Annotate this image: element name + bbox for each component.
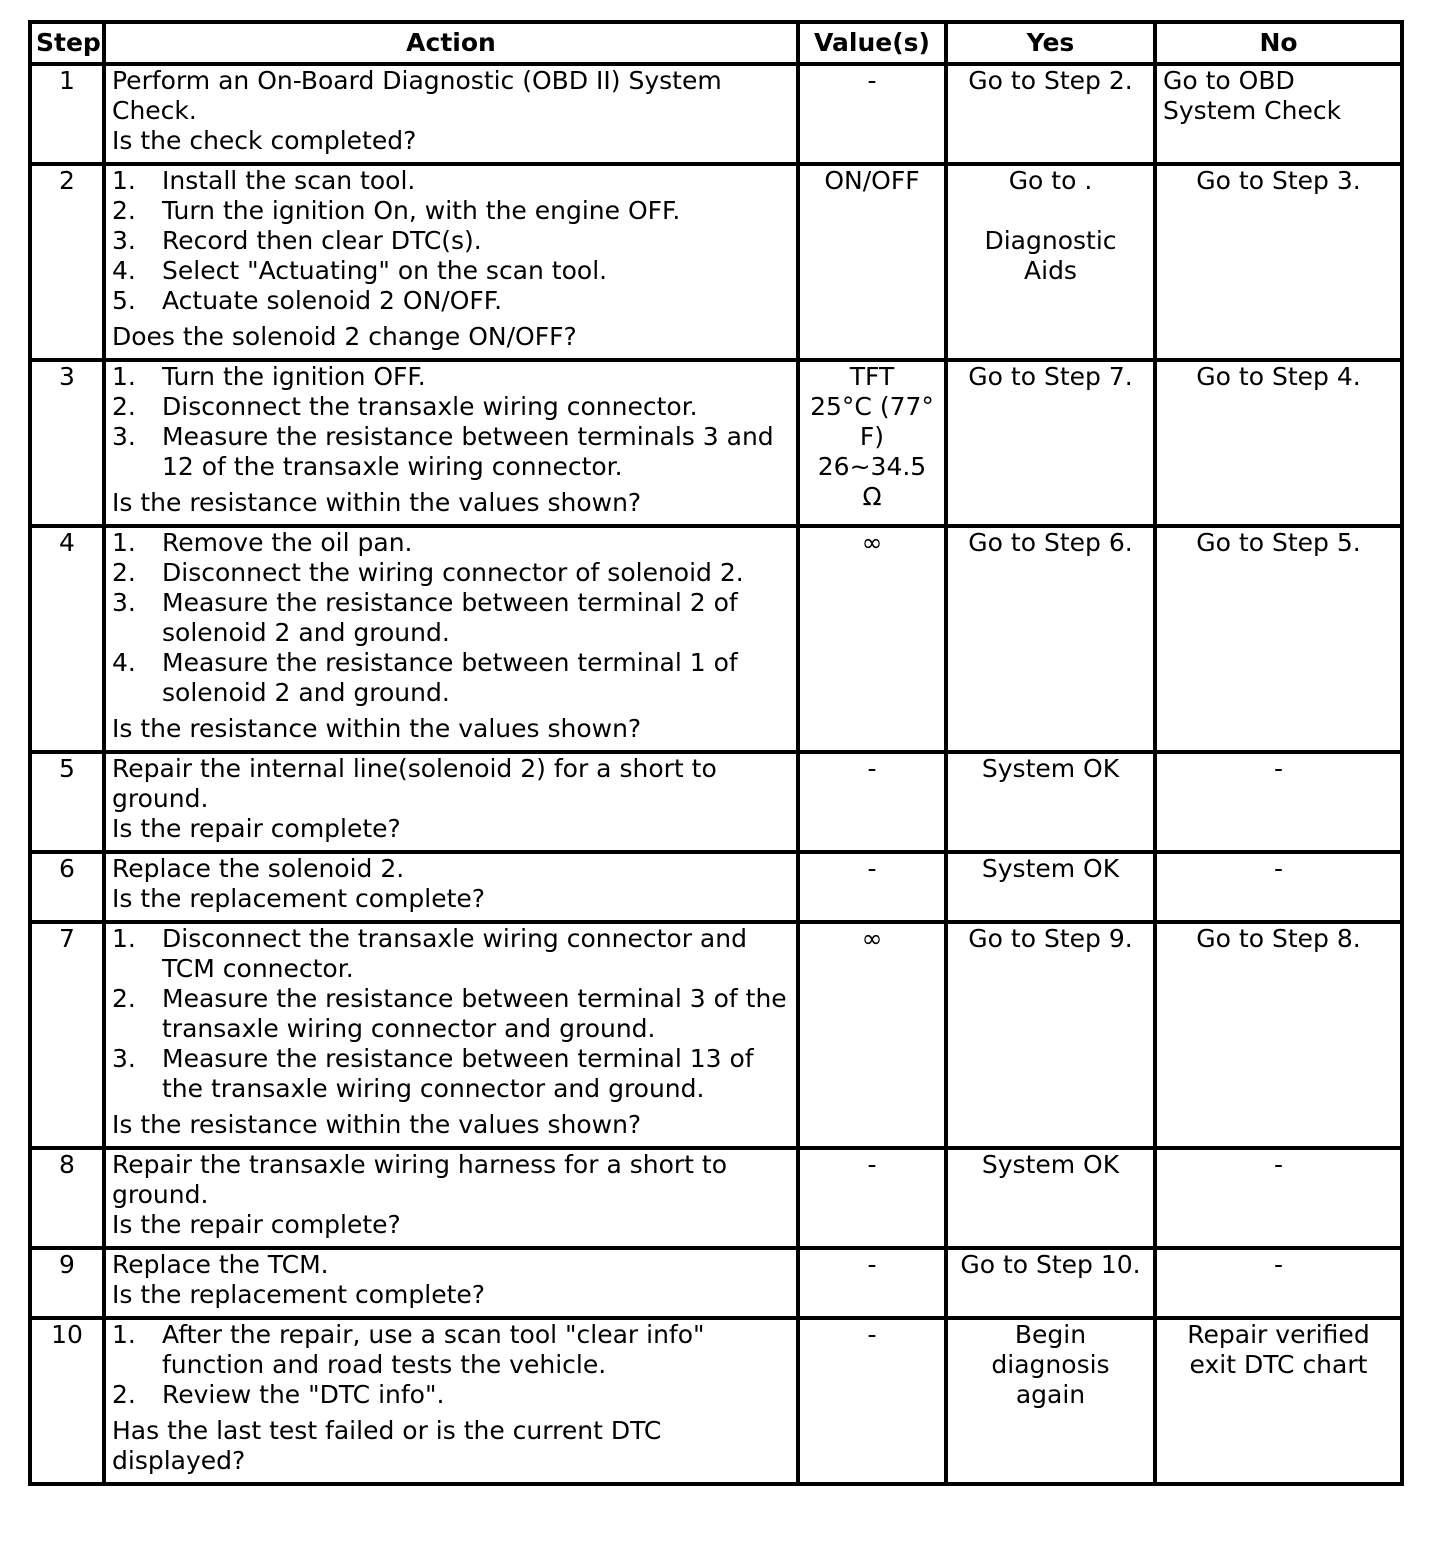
action-step-item xyxy=(112,422,790,482)
action-step-item xyxy=(112,286,790,316)
action-steps-list xyxy=(112,924,790,1104)
step-number: 9 xyxy=(30,1248,104,1318)
action-intro: Perform an On-Board Diagnostic (OBD II) System Check. xyxy=(112,66,722,125)
table-body xyxy=(30,64,1402,1484)
no-cell: Go to Step 3. xyxy=(1155,164,1402,360)
no-cell: Repair verified exit DTC chart xyxy=(1155,1318,1402,1484)
action-step-number: 3. xyxy=(112,422,136,451)
action-steps-list xyxy=(112,528,790,708)
action-question: Is the repair complete? xyxy=(112,814,401,843)
table-header-row xyxy=(30,22,1402,64)
action-step-item xyxy=(112,362,790,392)
action-step-text: Select "Actuating" on the scan tool. xyxy=(162,256,608,285)
action-step-item xyxy=(112,392,790,422)
action-cell xyxy=(104,360,798,526)
action-step-item xyxy=(112,256,790,286)
action-question: Is the check completed? xyxy=(112,126,417,155)
action-step-number: 2. xyxy=(112,1380,136,1409)
action-cell xyxy=(104,526,798,752)
table-row xyxy=(30,164,1402,360)
action-intro: Replace the solenoid 2. xyxy=(112,854,405,883)
header-step: Step xyxy=(30,22,104,64)
action-step-item xyxy=(112,558,790,588)
action-step-text: Measure the resistance between terminals 3 and 12 of the transaxle wiring connector. xyxy=(162,422,774,481)
value-cell: - xyxy=(798,752,946,852)
action-cell xyxy=(104,1248,798,1318)
action-step-text: Measure the resistance between terminal 1 of solenoid 2 and ground. xyxy=(162,648,738,707)
action-step-item xyxy=(112,226,790,256)
action-step-number: 1. xyxy=(112,1320,136,1349)
value-cell: TFT 25°C (77° F) 26~34.5 Ω xyxy=(798,360,946,526)
action-step-text: After the repair, use a scan tool "clear info" function and road tests the vehicle. xyxy=(162,1320,705,1379)
action-step-item xyxy=(112,984,790,1044)
action-question: Does the solenoid 2 change ON/OFF? xyxy=(112,322,577,351)
action-steps-list xyxy=(112,1320,790,1410)
action-step-number: 1. xyxy=(112,166,136,195)
no-cell: Go to Step 4. xyxy=(1155,360,1402,526)
action-intro: Repair the transaxle wiring harness for a short to ground. xyxy=(112,1150,728,1209)
table-row xyxy=(30,1148,1402,1248)
action-step-number: 2. xyxy=(112,392,136,421)
action-step-text: Turn the ignition OFF. xyxy=(162,362,426,391)
action-step-number: 1. xyxy=(112,362,136,391)
no-cell: - xyxy=(1155,752,1402,852)
step-number: 4 xyxy=(30,526,104,752)
value-cell: - xyxy=(798,1148,946,1248)
action-step-text: Measure the resistance between terminal 3 of the transaxle wiring connector and ground. xyxy=(162,984,787,1043)
action-step-text: Measure the resistance between terminal 13 of the transaxle wiring connector and ground. xyxy=(162,1044,754,1103)
header-no: No xyxy=(1155,22,1402,64)
action-step-item xyxy=(112,648,790,708)
step-number: 5 xyxy=(30,752,104,852)
no-cell: - xyxy=(1155,852,1402,922)
action-step-text: Measure the resistance between terminal 2 of solenoid 2 and ground. xyxy=(162,588,738,647)
step-number: 8 xyxy=(30,1148,104,1248)
action-step-item xyxy=(112,1320,790,1380)
value-cell: - xyxy=(798,852,946,922)
action-step-number: 2. xyxy=(112,196,136,225)
action-step-item xyxy=(112,166,790,196)
action-cell xyxy=(104,852,798,922)
table-row xyxy=(30,852,1402,922)
action-step-text: Disconnect the transaxle wiring connector. xyxy=(162,392,698,421)
action-step-item xyxy=(112,1044,790,1104)
step-number: 10 xyxy=(30,1318,104,1484)
action-step-text: Turn the ignition On, with the engine OFF. xyxy=(162,196,681,225)
action-step-text: Install the scan tool. xyxy=(162,166,416,195)
action-step-item xyxy=(112,196,790,226)
yes-cell: System OK xyxy=(946,852,1155,922)
action-question: Is the resistance within the values shown? xyxy=(112,1110,642,1139)
yes-cell: Go to Step 7. xyxy=(946,360,1155,526)
action-step-number: 3. xyxy=(112,588,136,617)
action-step-number: 4. xyxy=(112,648,136,677)
no-cell: - xyxy=(1155,1148,1402,1248)
no-cell: Go to Step 5. xyxy=(1155,526,1402,752)
header-action: Action xyxy=(104,22,798,64)
action-cell xyxy=(104,752,798,852)
action-step-number: 3. xyxy=(112,1044,136,1073)
action-question: Is the resistance within the values shown? xyxy=(112,714,642,743)
action-step-item xyxy=(112,1380,790,1410)
table-row xyxy=(30,64,1402,164)
table-row xyxy=(30,360,1402,526)
step-number: 3 xyxy=(30,360,104,526)
action-steps-list xyxy=(112,362,790,482)
action-step-text: Review the "DTC info". xyxy=(162,1380,445,1409)
action-step-item xyxy=(112,528,790,558)
value-cell: - xyxy=(798,64,946,164)
action-step-number: 1. xyxy=(112,924,136,953)
action-question: Is the resistance within the values shown? xyxy=(112,488,642,517)
header-yes: Yes xyxy=(946,22,1155,64)
yes-cell: System OK xyxy=(946,1148,1155,1248)
action-step-number: 2. xyxy=(112,558,136,587)
action-step-text: Record then clear DTC(s). xyxy=(162,226,482,255)
table-row xyxy=(30,526,1402,752)
action-intro: Repair the internal line(solenoid 2) for a short to ground. xyxy=(112,754,717,813)
yes-cell: Go to Step 10. xyxy=(946,1248,1155,1318)
action-cell xyxy=(104,1148,798,1248)
action-question: Is the replacement complete? xyxy=(112,884,486,913)
action-steps-list xyxy=(112,166,790,316)
action-cell xyxy=(104,1318,798,1484)
step-number: 7 xyxy=(30,922,104,1148)
no-cell: Go to Step 8. xyxy=(1155,922,1402,1148)
yes-cell: Go to Step 2. xyxy=(946,64,1155,164)
table-row xyxy=(30,752,1402,852)
action-cell xyxy=(104,922,798,1148)
step-number: 1 xyxy=(30,64,104,164)
value-cell: ∞ xyxy=(798,526,946,752)
value-cell: ∞ xyxy=(798,922,946,1148)
action-step-text: Remove the oil pan. xyxy=(162,528,413,557)
action-cell xyxy=(104,64,798,164)
action-step-text: Actuate solenoid 2 ON/OFF. xyxy=(162,286,503,315)
action-step-item xyxy=(112,924,790,984)
action-step-number: 2. xyxy=(112,984,136,1013)
value-cell: - xyxy=(798,1248,946,1318)
table-row xyxy=(30,922,1402,1148)
yes-cell: Begin diagnosis again xyxy=(946,1318,1155,1484)
action-step-number: 1. xyxy=(112,528,136,557)
action-cell xyxy=(104,164,798,360)
header-values: Value(s) xyxy=(798,22,946,64)
step-number: 2 xyxy=(30,164,104,360)
action-step-text: Disconnect the wiring connector of solenoid 2. xyxy=(162,558,744,587)
value-cell: ON/OFF xyxy=(798,164,946,360)
table-row xyxy=(30,1318,1402,1484)
action-step-item xyxy=(112,588,790,648)
step-number: 6 xyxy=(30,852,104,922)
yes-cell: Go to . Diagnostic Aids xyxy=(946,164,1155,360)
action-question: Is the repair complete? xyxy=(112,1210,401,1239)
action-question: Has the last test failed or is the current DTC displayed? xyxy=(112,1416,662,1475)
action-intro: Replace the TCM. xyxy=(112,1250,329,1279)
action-question: Is the replacement complete? xyxy=(112,1280,486,1309)
action-step-text: Disconnect the transaxle wiring connector and TCM connector. xyxy=(162,924,747,983)
no-cell: Go to OBD System Check xyxy=(1155,64,1402,164)
action-step-number: 4. xyxy=(112,256,136,285)
yes-cell: Go to Step 9. xyxy=(946,922,1155,1148)
diagnostic-table xyxy=(28,20,1404,1486)
yes-cell: Go to Step 6. xyxy=(946,526,1155,752)
action-step-number: 3. xyxy=(112,226,136,255)
table-row xyxy=(30,1248,1402,1318)
yes-cell: System OK xyxy=(946,752,1155,852)
action-step-number: 5. xyxy=(112,286,136,315)
value-cell: - xyxy=(798,1318,946,1484)
no-cell: - xyxy=(1155,1248,1402,1318)
